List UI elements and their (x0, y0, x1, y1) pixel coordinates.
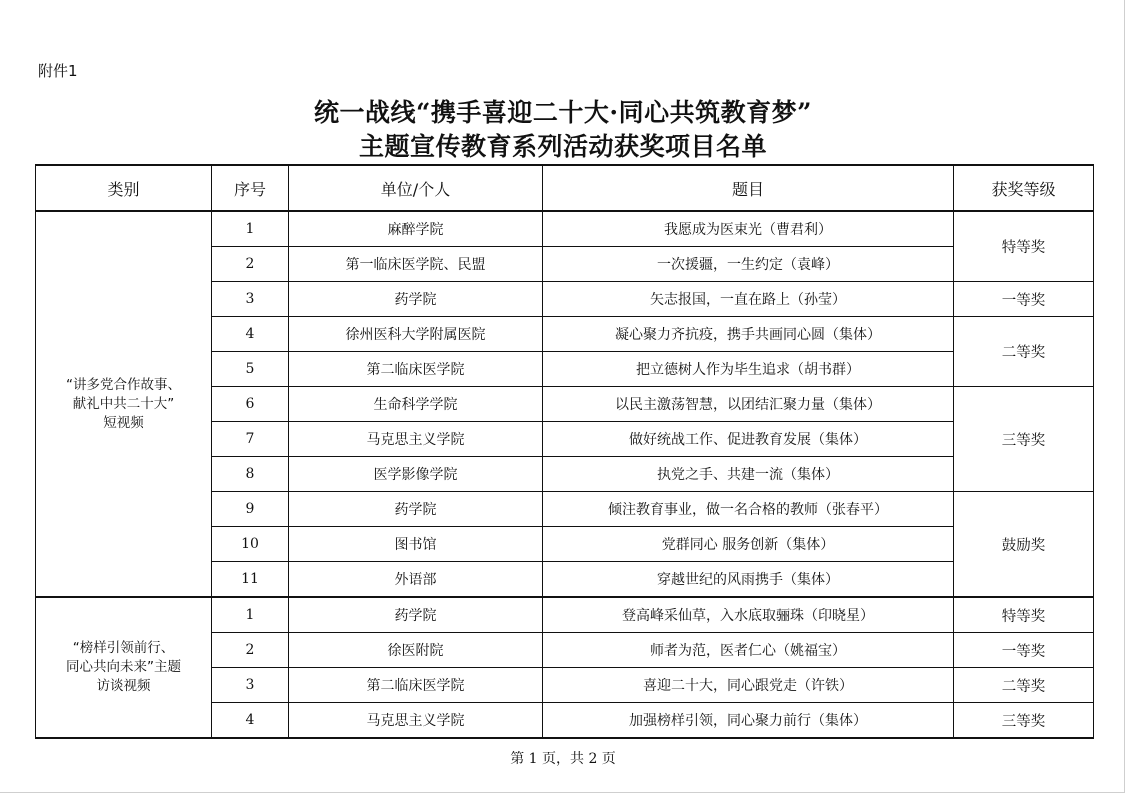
unit-cell: 马克思主义学院 (289, 703, 543, 739)
topic-cell: 师者为范，医者仁心（姚福宝） (543, 633, 954, 668)
index-cell: 9 (212, 492, 289, 527)
index-cell: 1 (212, 211, 289, 247)
award-cell: 三等奖 (954, 387, 1094, 492)
header-category: 类别 (36, 165, 212, 211)
unit-cell: 马克思主义学院 (289, 422, 543, 457)
unit-cell: 第二临床医学院 (289, 668, 543, 703)
document-title-line1: 统一战线“携手喜迎二十大·同心共筑教育梦” (314, 98, 812, 127)
header-index: 序号 (212, 165, 289, 211)
topic-cell: 加强榜样引领，同心聚力前行（集体） (543, 703, 954, 739)
unit-cell: 第一临床医学院、民盟 (289, 247, 543, 282)
unit-cell: 医学影像学院 (289, 457, 543, 492)
unit-cell: 药学院 (289, 597, 543, 633)
document-title-line2: 主题宣传教育系列活动获奖项目名单 (358, 132, 767, 161)
unit-cell: 药学院 (289, 492, 543, 527)
topic-cell: 以民主激荡智慧，以团结汇聚力量（集体） (543, 387, 954, 422)
attachment-label: 附件1 (38, 62, 78, 80)
award-cell: 一等奖 (954, 282, 1094, 317)
table-header-row (36, 165, 1094, 211)
award-cell: 特等奖 (954, 211, 1094, 282)
topic-cell: 凝心聚力齐抗疫，携手共画同心圆（集体） (543, 317, 954, 352)
topic-cell: 党群同心 服务创新（集体） (543, 527, 954, 562)
unit-cell: 外语部 (289, 562, 543, 598)
unit-cell: 药学院 (289, 282, 543, 317)
page-footer: 第 1 页，共 2 页 (510, 751, 616, 767)
topic-cell: 矢志报国，一直在路上（孙莹） (543, 282, 954, 317)
index-cell: 11 (212, 562, 289, 598)
category-cell: “榜样引领前行、 同心共向未来”主题 访谈视频 (36, 597, 212, 738)
index-cell: 2 (212, 247, 289, 282)
unit-cell: 图书馆 (289, 527, 543, 562)
index-cell: 2 (212, 633, 289, 668)
award-cell: 特等奖 (954, 597, 1094, 633)
index-cell: 3 (212, 668, 289, 703)
topic-cell: 喜迎二十大，同心跟党走（许铁） (543, 668, 954, 703)
unit-cell: 生命科学学院 (289, 387, 543, 422)
header-unit: 单位/个人 (289, 165, 543, 211)
index-cell: 5 (212, 352, 289, 387)
topic-cell: 倾注教育事业，做一名合格的教师（张春平） (543, 492, 954, 527)
index-cell: 3 (212, 282, 289, 317)
index-cell: 10 (212, 527, 289, 562)
unit-cell: 麻醉学院 (289, 211, 543, 247)
topic-cell: 登高峰采仙草，入水底取骊珠（印晓星） (543, 597, 954, 633)
topic-cell: 一次援疆，一生约定（袁峰） (543, 247, 954, 282)
category-cell: “讲多党合作故事、 献礼中共二十大” 短视频 (36, 211, 212, 597)
award-cell: 二等奖 (954, 317, 1094, 387)
unit-cell: 第二临床医学院 (289, 352, 543, 387)
index-cell: 8 (212, 457, 289, 492)
topic-cell: 穿越世纪的风雨携手（集体） (543, 562, 954, 598)
index-cell: 4 (212, 703, 289, 739)
award-cell: 二等奖 (954, 668, 1094, 703)
table-row (36, 597, 1094, 633)
topic-cell: 执党之手、共建一流（集体） (543, 457, 954, 492)
index-cell: 7 (212, 422, 289, 457)
index-cell: 6 (212, 387, 289, 422)
award-cell: 一等奖 (954, 633, 1094, 668)
awards-table (35, 164, 1094, 739)
table-row (36, 211, 1094, 247)
header-award: 获奖等级 (954, 165, 1094, 211)
topic-cell: 把立德树人作为毕生追求（胡书群） (543, 352, 954, 387)
topic-cell: 我愿成为医束光（曹君利） (543, 211, 954, 247)
index-cell: 4 (212, 317, 289, 352)
topic-cell: 做好统战工作、促进教育发展（集体） (543, 422, 954, 457)
award-cell: 三等奖 (954, 703, 1094, 739)
unit-cell: 徐州医科大学附属医院 (289, 317, 543, 352)
award-cell: 鼓励奖 (954, 492, 1094, 598)
header-topic: 题目 (543, 165, 954, 211)
unit-cell: 徐医附院 (289, 633, 543, 668)
index-cell: 1 (212, 597, 289, 633)
